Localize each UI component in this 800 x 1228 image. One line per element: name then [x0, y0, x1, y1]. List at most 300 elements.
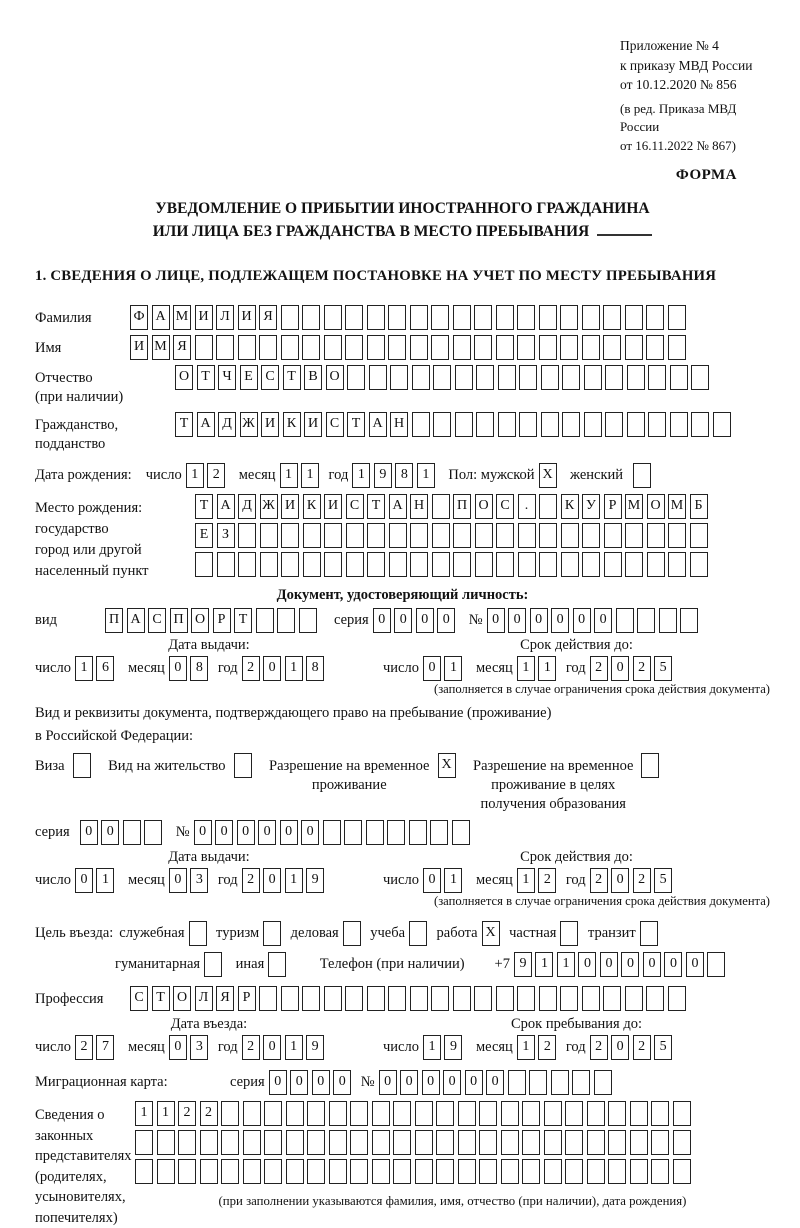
char-box[interactable] — [474, 305, 492, 330]
char-box[interactable] — [367, 305, 385, 330]
char-box[interactable]: 0 — [379, 1070, 397, 1095]
char-box[interactable] — [475, 552, 493, 577]
char-box[interactable]: 0 — [169, 656, 187, 681]
char-box[interactable] — [367, 335, 385, 360]
char-box[interactable] — [561, 523, 579, 548]
char-box[interactable]: Я — [216, 986, 234, 1011]
char-box[interactable] — [415, 1130, 433, 1155]
char-box[interactable] — [641, 753, 659, 778]
char-box[interactable] — [410, 305, 428, 330]
char-box[interactable] — [517, 986, 535, 1011]
char-box[interactable] — [409, 820, 427, 845]
char-box[interactable]: О — [175, 365, 193, 390]
char-box[interactable]: 6 — [96, 656, 114, 681]
char-box[interactable] — [544, 1130, 562, 1155]
char-box[interactable]: П — [453, 494, 471, 519]
char-box[interactable]: А — [152, 305, 170, 330]
char-box[interactable] — [387, 820, 405, 845]
char-box[interactable]: 0 — [508, 608, 526, 633]
char-box[interactable] — [539, 494, 557, 519]
char-box[interactable]: С — [148, 608, 166, 633]
char-box[interactable] — [123, 820, 141, 845]
char-box[interactable] — [659, 608, 677, 633]
char-box[interactable] — [603, 986, 621, 1011]
char-box[interactable]: И — [324, 494, 342, 519]
char-box[interactable] — [324, 986, 342, 1011]
char-box[interactable]: 5 — [654, 1035, 672, 1060]
char-box[interactable] — [436, 1101, 454, 1126]
char-box[interactable] — [474, 335, 492, 360]
char-box[interactable] — [302, 335, 320, 360]
char-box[interactable]: Е — [240, 365, 258, 390]
char-box[interactable]: Т — [195, 494, 213, 519]
char-box[interactable]: Ф — [130, 305, 148, 330]
char-box[interactable] — [393, 1101, 411, 1126]
char-box[interactable] — [452, 820, 470, 845]
char-box[interactable] — [565, 1101, 583, 1126]
char-box[interactable]: А — [127, 608, 145, 633]
char-box[interactable] — [541, 412, 559, 437]
char-box[interactable] — [605, 412, 623, 437]
char-box[interactable] — [281, 552, 299, 577]
char-box[interactable]: Т — [152, 986, 170, 1011]
char-box[interactable] — [324, 335, 342, 360]
char-box[interactable] — [572, 1070, 590, 1095]
char-box[interactable] — [496, 305, 514, 330]
char-box[interactable]: 1 — [517, 656, 535, 681]
char-box[interactable]: 0 — [312, 1070, 330, 1095]
char-box[interactable] — [303, 523, 321, 548]
char-box[interactable] — [144, 820, 162, 845]
char-box[interactable]: Ж — [260, 494, 278, 519]
char-box[interactable] — [281, 523, 299, 548]
char-box[interactable]: 1 — [285, 1035, 303, 1060]
char-box[interactable]: 1 — [538, 656, 556, 681]
char-box[interactable]: 0 — [269, 1070, 287, 1095]
char-box[interactable]: Р — [238, 986, 256, 1011]
char-box[interactable] — [584, 412, 602, 437]
char-box[interactable] — [670, 365, 688, 390]
char-box[interactable] — [498, 365, 516, 390]
char-box[interactable] — [453, 552, 471, 577]
char-box[interactable]: С — [346, 494, 364, 519]
char-box[interactable]: 9 — [306, 1035, 324, 1060]
char-box[interactable]: Я — [259, 305, 277, 330]
char-box[interactable] — [539, 986, 557, 1011]
char-box[interactable]: М — [152, 335, 170, 360]
char-box[interactable]: 9 — [306, 868, 324, 893]
char-box[interactable] — [324, 305, 342, 330]
char-box[interactable] — [560, 986, 578, 1011]
char-box[interactable]: 0 — [578, 952, 596, 977]
char-box[interactable] — [367, 552, 385, 577]
char-box[interactable] — [234, 753, 252, 778]
char-box[interactable]: 0 — [422, 1070, 440, 1095]
char-box[interactable]: 2 — [633, 1035, 651, 1060]
char-box[interactable]: 0 — [530, 608, 548, 633]
char-box[interactable] — [431, 305, 449, 330]
char-box[interactable] — [264, 1130, 282, 1155]
char-box[interactable] — [633, 463, 651, 488]
char-box[interactable]: И — [304, 412, 322, 437]
char-box[interactable] — [243, 1101, 261, 1126]
char-box[interactable] — [307, 1130, 325, 1155]
char-box[interactable] — [264, 1101, 282, 1126]
char-box[interactable]: А — [197, 412, 215, 437]
char-box[interactable]: 8 — [395, 463, 413, 488]
char-box[interactable] — [539, 335, 557, 360]
char-box[interactable] — [410, 335, 428, 360]
char-box[interactable] — [367, 523, 385, 548]
char-box[interactable] — [302, 305, 320, 330]
char-box[interactable]: 2 — [633, 656, 651, 681]
char-box[interactable]: 2 — [242, 868, 260, 893]
char-box[interactable] — [519, 365, 537, 390]
char-box[interactable]: 0 — [333, 1070, 351, 1095]
char-box[interactable]: 0 — [263, 1035, 281, 1060]
char-box[interactable] — [647, 523, 665, 548]
char-box[interactable]: 0 — [194, 820, 212, 845]
char-box[interactable]: 1 — [557, 952, 575, 977]
char-box[interactable] — [238, 552, 256, 577]
char-box[interactable] — [299, 608, 317, 633]
char-box[interactable] — [433, 412, 451, 437]
char-box[interactable] — [453, 523, 471, 548]
char-box[interactable] — [286, 1130, 304, 1155]
char-box[interactable] — [281, 335, 299, 360]
char-box[interactable] — [625, 552, 643, 577]
char-box[interactable] — [496, 523, 514, 548]
char-box[interactable] — [430, 820, 448, 845]
char-box[interactable]: И — [195, 305, 213, 330]
char-box[interactable] — [651, 1101, 669, 1126]
char-box[interactable] — [259, 986, 277, 1011]
char-box[interactable]: X — [438, 753, 456, 778]
char-box[interactable] — [668, 335, 686, 360]
char-box[interactable] — [388, 335, 406, 360]
char-box[interactable]: 0 — [643, 952, 661, 977]
char-box[interactable] — [366, 820, 384, 845]
char-box[interactable] — [479, 1101, 497, 1126]
char-box[interactable] — [604, 552, 622, 577]
char-box[interactable] — [204, 952, 222, 977]
char-box[interactable]: 0 — [169, 1035, 187, 1060]
char-box[interactable] — [625, 335, 643, 360]
char-box[interactable]: 0 — [169, 868, 187, 893]
char-box[interactable] — [372, 1101, 390, 1126]
char-box[interactable] — [603, 335, 621, 360]
char-box[interactable] — [350, 1101, 368, 1126]
char-box[interactable]: 2 — [200, 1101, 218, 1126]
char-box[interactable] — [529, 1070, 547, 1095]
char-box[interactable] — [608, 1130, 626, 1155]
char-box[interactable]: Е — [195, 523, 213, 548]
char-box[interactable] — [263, 921, 281, 946]
char-box[interactable]: И — [261, 412, 279, 437]
char-box[interactable]: О — [475, 494, 493, 519]
char-box[interactable] — [453, 305, 471, 330]
char-box[interactable]: 2 — [590, 656, 608, 681]
char-box[interactable] — [691, 412, 709, 437]
char-box[interactable]: О — [173, 986, 191, 1011]
char-box[interactable] — [476, 365, 494, 390]
char-box[interactable]: 0 — [75, 868, 93, 893]
char-box[interactable]: 5 — [654, 656, 672, 681]
char-box[interactable] — [668, 552, 686, 577]
char-box[interactable]: Р — [604, 494, 622, 519]
char-box[interactable]: О — [326, 365, 344, 390]
char-box[interactable] — [135, 1130, 153, 1155]
char-box[interactable] — [518, 552, 536, 577]
char-box[interactable] — [501, 1130, 519, 1155]
char-box[interactable]: 9 — [514, 952, 532, 977]
char-box[interactable] — [281, 305, 299, 330]
char-box[interactable]: 0 — [280, 820, 298, 845]
char-box[interactable] — [604, 523, 622, 548]
char-box[interactable] — [637, 608, 655, 633]
char-box[interactable]: 0 — [551, 608, 569, 633]
char-box[interactable] — [195, 335, 213, 360]
char-box[interactable]: 1 — [135, 1101, 153, 1126]
char-box[interactable] — [243, 1130, 261, 1155]
char-box[interactable] — [560, 921, 578, 946]
char-box[interactable] — [324, 552, 342, 577]
char-box[interactable] — [458, 1130, 476, 1155]
char-box[interactable]: 0 — [394, 608, 412, 633]
char-box[interactable]: 2 — [633, 868, 651, 893]
char-box[interactable]: 1 — [444, 656, 462, 681]
char-box[interactable] — [582, 986, 600, 1011]
char-box[interactable] — [690, 552, 708, 577]
char-box[interactable] — [474, 986, 492, 1011]
char-box[interactable]: 2 — [538, 1035, 556, 1060]
char-box[interactable]: 1 — [96, 868, 114, 893]
char-box[interactable] — [648, 365, 666, 390]
char-box[interactable] — [436, 1130, 454, 1155]
char-box[interactable] — [238, 523, 256, 548]
char-box[interactable]: А — [389, 494, 407, 519]
char-box[interactable] — [431, 986, 449, 1011]
char-box[interactable] — [221, 1101, 239, 1126]
char-box[interactable] — [603, 305, 621, 330]
char-box[interactable]: С — [326, 412, 344, 437]
char-box[interactable]: 0 — [487, 608, 505, 633]
char-box[interactable]: С — [130, 986, 148, 1011]
char-box[interactable] — [415, 1101, 433, 1126]
char-box[interactable]: К — [561, 494, 579, 519]
char-box[interactable]: 1 — [444, 868, 462, 893]
char-box[interactable]: 1 — [285, 868, 303, 893]
char-box[interactable] — [367, 986, 385, 1011]
char-box[interactable] — [410, 986, 428, 1011]
char-box[interactable] — [281, 986, 299, 1011]
char-box[interactable]: М — [173, 305, 191, 330]
char-box[interactable]: Т — [347, 412, 365, 437]
char-box[interactable] — [324, 523, 342, 548]
char-box[interactable] — [541, 365, 559, 390]
char-box[interactable] — [432, 494, 450, 519]
char-box[interactable] — [627, 365, 645, 390]
char-box[interactable] — [389, 523, 407, 548]
char-box[interactable]: Н — [410, 494, 428, 519]
char-box[interactable] — [329, 1101, 347, 1126]
char-box[interactable]: 7 — [96, 1035, 114, 1060]
char-box[interactable]: 0 — [423, 868, 441, 893]
char-box[interactable]: 2 — [242, 1035, 260, 1060]
char-box[interactable] — [587, 1130, 605, 1155]
char-box[interactable]: 0 — [423, 656, 441, 681]
char-box[interactable] — [496, 986, 514, 1011]
char-box[interactable] — [455, 365, 473, 390]
char-box[interactable]: Ж — [240, 412, 258, 437]
char-box[interactable] — [412, 365, 430, 390]
char-box[interactable]: Я — [173, 335, 191, 360]
char-box[interactable] — [458, 1101, 476, 1126]
char-box[interactable] — [519, 412, 537, 437]
char-box[interactable] — [565, 1130, 583, 1155]
char-box[interactable] — [455, 412, 473, 437]
char-box[interactable] — [539, 523, 557, 548]
char-box[interactable]: 9 — [374, 463, 392, 488]
char-box[interactable]: 0 — [301, 820, 319, 845]
char-box[interactable] — [476, 412, 494, 437]
char-box[interactable]: 3 — [190, 1035, 208, 1060]
char-box[interactable] — [640, 921, 658, 946]
char-box[interactable] — [329, 1130, 347, 1155]
char-box[interactable]: 1 — [285, 656, 303, 681]
char-box[interactable]: 0 — [611, 656, 629, 681]
char-box[interactable] — [412, 412, 430, 437]
char-box[interactable] — [544, 1101, 562, 1126]
char-box[interactable]: З — [217, 523, 235, 548]
char-box[interactable]: А — [369, 412, 387, 437]
char-box[interactable] — [433, 365, 451, 390]
char-box[interactable] — [582, 305, 600, 330]
char-box[interactable] — [582, 523, 600, 548]
char-box[interactable] — [605, 365, 623, 390]
char-box[interactable]: X — [482, 921, 500, 946]
char-box[interactable] — [178, 1130, 196, 1155]
char-box[interactable] — [238, 335, 256, 360]
char-box[interactable] — [277, 608, 295, 633]
char-box[interactable]: У — [582, 494, 600, 519]
char-box[interactable]: К — [283, 412, 301, 437]
char-box[interactable]: 1 — [75, 656, 93, 681]
char-box[interactable]: С — [496, 494, 514, 519]
char-box[interactable] — [630, 1101, 648, 1126]
char-box[interactable]: Т — [367, 494, 385, 519]
char-box[interactable] — [307, 1101, 325, 1126]
char-box[interactable]: 1 — [417, 463, 435, 488]
char-box[interactable]: 8 — [190, 656, 208, 681]
char-box[interactable]: 0 — [600, 952, 618, 977]
char-box[interactable] — [410, 552, 428, 577]
char-box[interactable]: 3 — [190, 868, 208, 893]
char-box[interactable] — [346, 552, 364, 577]
char-box[interactable]: И — [130, 335, 148, 360]
char-box[interactable]: 0 — [437, 608, 455, 633]
char-box[interactable]: 5 — [654, 868, 672, 893]
char-box[interactable] — [302, 986, 320, 1011]
char-box[interactable]: 0 — [443, 1070, 461, 1095]
char-box[interactable] — [587, 1101, 605, 1126]
char-box[interactable] — [345, 305, 363, 330]
char-box[interactable]: 0 — [594, 608, 612, 633]
char-box[interactable] — [668, 523, 686, 548]
char-box[interactable] — [410, 523, 428, 548]
char-box[interactable] — [522, 1101, 540, 1126]
char-box[interactable] — [323, 820, 341, 845]
char-box[interactable] — [286, 1101, 304, 1126]
char-box[interactable] — [584, 365, 602, 390]
char-box[interactable] — [344, 820, 362, 845]
char-box[interactable]: 0 — [237, 820, 255, 845]
char-box[interactable] — [627, 412, 645, 437]
char-box[interactable] — [630, 1130, 648, 1155]
char-box[interactable]: 1 — [535, 952, 553, 977]
char-box[interactable] — [475, 523, 493, 548]
char-box[interactable] — [216, 335, 234, 360]
char-box[interactable]: И — [238, 305, 256, 330]
char-box[interactable]: П — [170, 608, 188, 633]
char-box[interactable]: 8 — [306, 656, 324, 681]
char-box[interactable] — [200, 1130, 218, 1155]
char-box[interactable] — [260, 523, 278, 548]
char-box[interactable]: В — [304, 365, 322, 390]
char-box[interactable]: 2 — [590, 1035, 608, 1060]
char-box[interactable]: Т — [175, 412, 193, 437]
char-box[interactable] — [479, 1130, 497, 1155]
char-box[interactable] — [551, 1070, 569, 1095]
char-box[interactable] — [651, 1130, 669, 1155]
char-box[interactable]: 2 — [207, 463, 225, 488]
char-box[interactable] — [646, 305, 664, 330]
char-box[interactable] — [625, 986, 643, 1011]
char-box[interactable] — [517, 335, 535, 360]
char-box[interactable] — [539, 305, 557, 330]
char-box[interactable]: 9 — [444, 1035, 462, 1060]
char-box[interactable] — [562, 412, 580, 437]
char-box[interactable]: 1 — [301, 463, 319, 488]
char-box[interactable] — [608, 1101, 626, 1126]
char-box[interactable] — [582, 552, 600, 577]
char-box[interactable] — [646, 986, 664, 1011]
char-box[interactable] — [345, 335, 363, 360]
char-box[interactable]: 0 — [621, 952, 639, 977]
char-box[interactable] — [668, 305, 686, 330]
char-box[interactable] — [268, 952, 286, 977]
char-box[interactable]: М — [668, 494, 686, 519]
char-box[interactable]: 0 — [80, 820, 98, 845]
char-box[interactable]: Д — [218, 412, 236, 437]
char-box[interactable]: Т — [197, 365, 215, 390]
char-box[interactable] — [691, 365, 709, 390]
char-box[interactable] — [259, 335, 277, 360]
char-box[interactable]: 0 — [290, 1070, 308, 1095]
char-box[interactable] — [350, 1130, 368, 1155]
char-box[interactable]: 0 — [263, 656, 281, 681]
char-box[interactable] — [517, 305, 535, 330]
char-box[interactable]: 1 — [280, 463, 298, 488]
char-box[interactable]: Р — [213, 608, 231, 633]
char-box[interactable]: 0 — [258, 820, 276, 845]
char-box[interactable] — [707, 952, 725, 977]
char-box[interactable] — [561, 552, 579, 577]
char-box[interactable] — [501, 1101, 519, 1126]
char-box[interactable]: 0 — [465, 1070, 483, 1095]
char-box[interactable]: А — [217, 494, 235, 519]
char-box[interactable]: 1 — [186, 463, 204, 488]
